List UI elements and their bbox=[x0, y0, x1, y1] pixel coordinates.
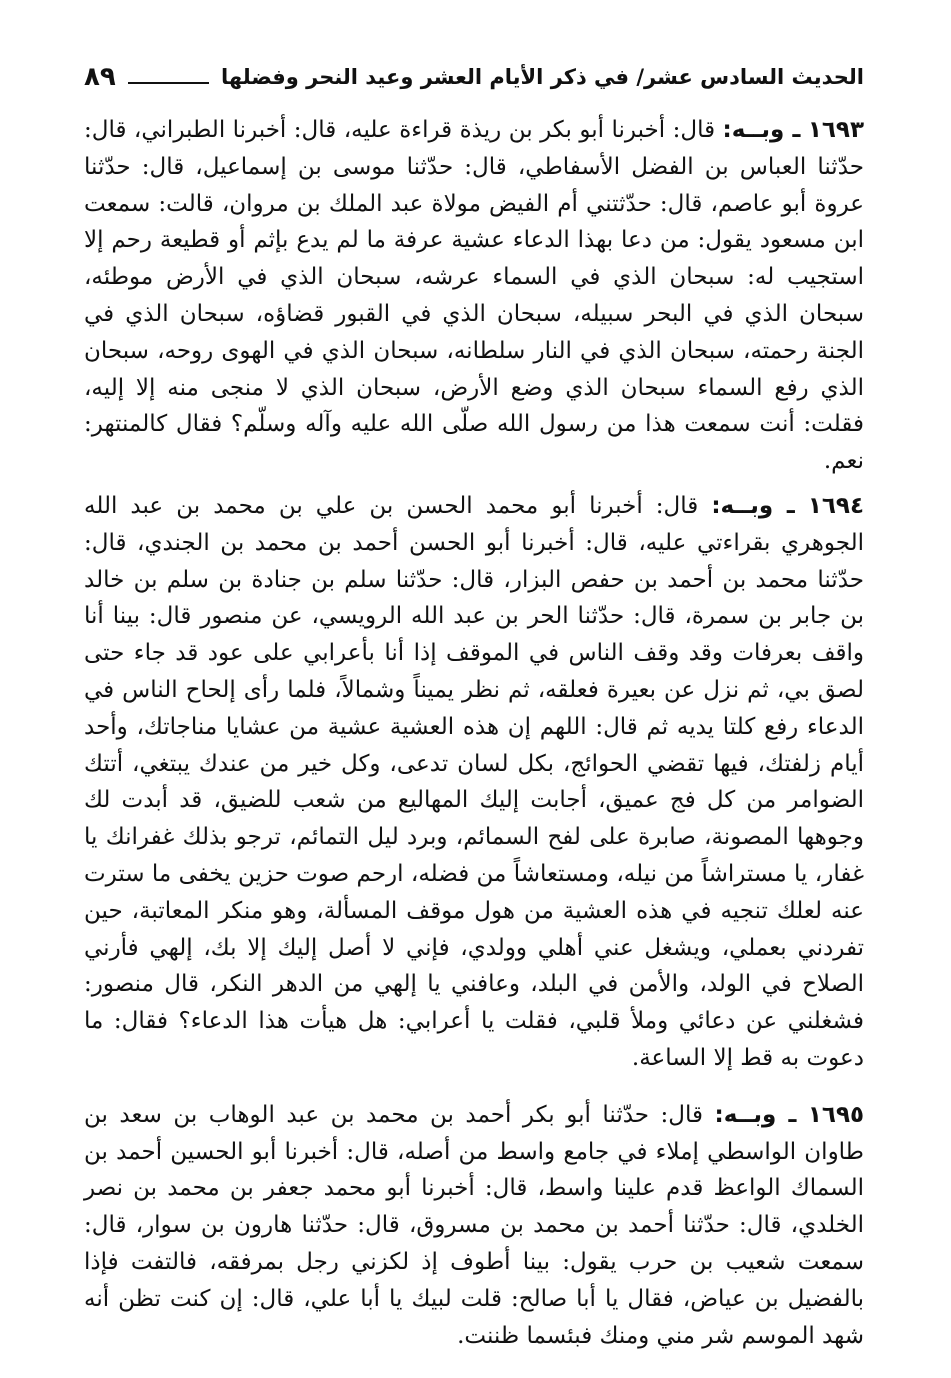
hadith-intro: ـ وبــه: bbox=[714, 1101, 797, 1128]
page-number: ٨٩ bbox=[84, 62, 116, 92]
hadith-number: ١٦٩٤ bbox=[807, 492, 865, 519]
hadith-number: ١٦٩٥ bbox=[807, 1101, 865, 1128]
hadith-intro: ـ وبــه: bbox=[722, 117, 801, 143]
hadith-text: قال: حدّثنا أبو بكر أحمد بن محمد بن عبد الوهاب بن سعد بن طاوان الواسطي إملاء في جامع واسط من أصله، قال: أخبرنا أبو الحسين أحمد بن السماك الواعظ قدم علينا واسط، قال: أخبرنا أبو محمد جعفر بن محمد بن نصر الخلدي، قال: حدّثنا أحمد بن محمد بن مسروق، قال: حدّثنا هارون بن سوار، قال: سمعت شعيب بن حرب يقول: بينا أطوف إذ لكزني رجل بمرفقه، فالتفت فإذا بالفضيل بن عياض، فقال يا أبا صالح: قلت لبيك يا أبا علي، قال: إن كنت تظن أنه شهد الموسم شر مني ومنك فبئسما ظننت. bbox=[84, 1101, 864, 1349]
hadith-1694 bbox=[84, 488, 864, 1077]
text-body bbox=[84, 112, 864, 1354]
running-header bbox=[84, 60, 864, 94]
hadith-text: قال: أخبرنا أبو محمد الحسن بن علي بن محمد بن عبد الله الجوهري بقراءتي عليه، قال: أخبرنا أبو الحسن أحمد بن محمد بن الجندي، قال: حدّثنا محمد بن أحمد بن حفص البزار، قال: حدّثنا سلم بن جنادة بن سلم بن خالد بن جابر بن سمرة، قال: حدّثنا الحر بن عبد الله الرويسي، عن منصور قال: بينا أنا واقف بعرفات وقد وقف الناس في الموقف إذا أنا بأعرابي على عود قد جاء حتى لصق بي، ثم نزل عن بعيرة فعلقه، ثم نظر يميناً وشمالاً، فلما رأى إلحاح الناس في الدعاء رفع كلتا يديه ثم قال: اللهم إن هذه العشية عشية من عشايا مناجاتك، وأحد أيام زلفتك، فيها تقضي الحوائج، بكل لسان تدعى، وكل خير من عندك يبتغي، أتتك الضوامر من كل فج عميق، أجابت إليك المهاليع من شعب للضيق، قد أبدت لك وجوهها المصونة، صابرة على لفح السمائم، وبرد ليل التمائم، ترجو بذلك غفرانك يا غفار، يا مستراشاً من نيله، ومستعاشاً من فضله، ارحم صوت حزين يخفى ما سترت عنه لعلك تنجيه في هذه العشية من هول موقف المسألة، وهو منكر المعاتبة، حين تفردني بعملي، ويشغل عني أهلي وولدي، فإني لا أصل إليك إلا بك، إلهي فأرني الصلاح في الولد، والأمن في البلد، وعافني يا إلهي من الدهر النكر، قال منصور: فشغلني عن دعائي وملأ قلبي، فقلت يا أعرابي: هل هيأت هذا الدعاء؟ فقال: ما دعوت به قط إلا الساعة. bbox=[84, 492, 864, 1071]
header-title: الحديث السادس عشر/ في ذكر الأيام العشر وعيد النحر وفضلها bbox=[221, 64, 864, 89]
hadith-1695 bbox=[84, 1097, 864, 1355]
hadith-number: ١٦٩٣ bbox=[807, 117, 864, 143]
hadith-intro: ـ وبــه: bbox=[711, 492, 795, 519]
hadith-1693 bbox=[84, 112, 864, 480]
hadith-text: قال: أخبرنا أبو بكر بن ريذة قراءة عليه، قال: أخبرنا الطبراني، قال: حدّثنا العباس بن الفضل الأسفاطي، قال: حدّثنا موسى بن إسماعيل، قال: حدّثنا عروة أبو عاصم، قال: حدّثتني أم الفيض مولاة عبد الملك بن مروان، قالت: سمعت ابن مسعود يقول: من دعا بهذا الدعاء عشية عرفة ما لم يدع بإثم أو قطيعة رحم إلا استجيب له: سبحان الذي في السماء عرشه، سبحان الذي في الأرض موطئه، سبحان الذي في البحر سبيله، سبحان الذي في القبور قضاؤه، سبحان الذي في الجنة رحمته، سبحان الذي في النار سلطانه، سبحان الذي في الهوى روحه، سبحان الذي رفع السماء سبحان الذي وضع الأرض، سبحان الذي لا منجى منه إلا إليه، فقلت: أنت سمعت هذا من رسول الله صلّى الله عليه وآله وسلّم؟ فقال كالمنتهر: نعم. bbox=[84, 117, 864, 475]
header-rule bbox=[128, 82, 209, 84]
